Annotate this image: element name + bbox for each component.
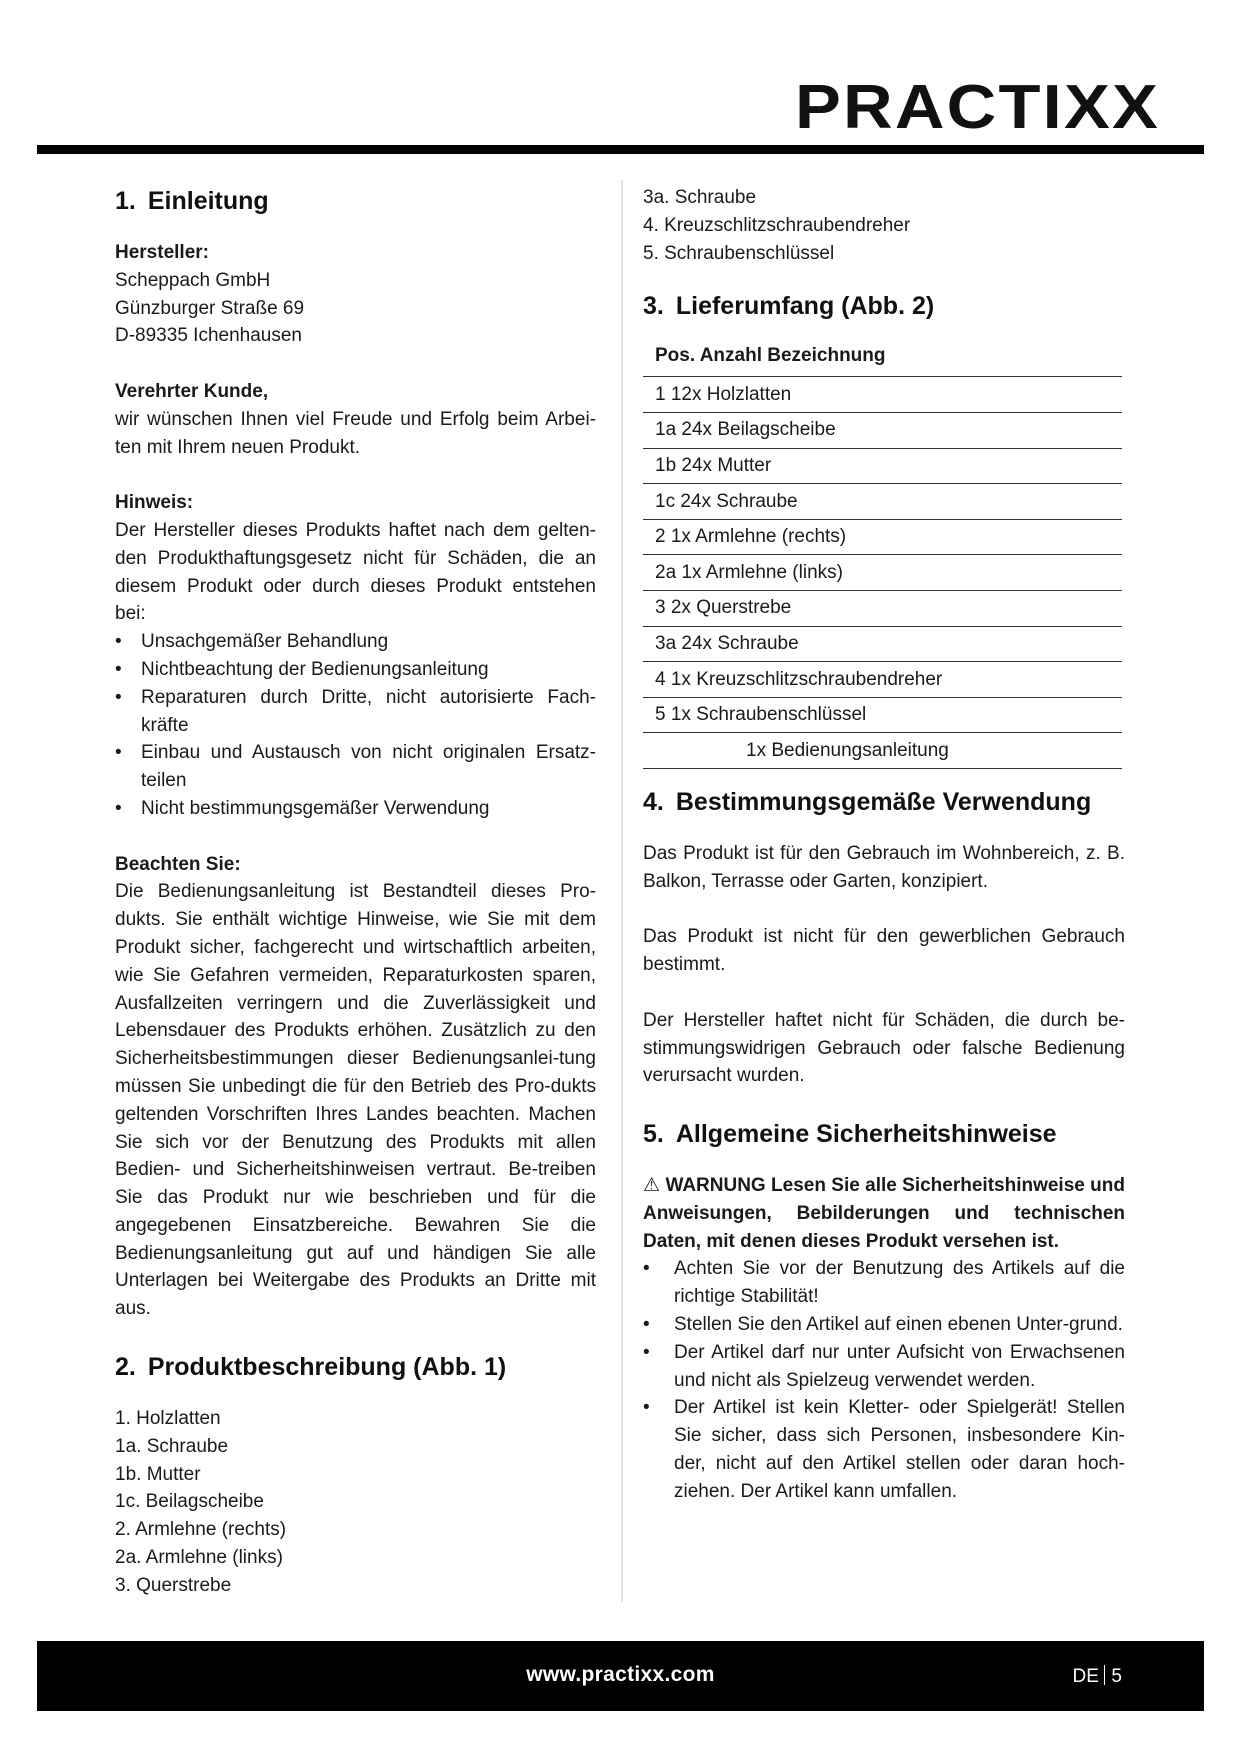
list-item: • Reparaturen durch Dritte, nicht autorisierte Fach-kräfte [115,684,596,740]
list-item: 4. Kreuzschlitzschraubendreher [643,214,911,236]
practixx-logo [795,64,1165,148]
warning-text: ⚠ WARNUNG Lesen Sie alle Sicherheitshinweise und Anweisungen, Bebilderungen und technischen Daten, mit denen dieses Produkt versehen ist. [643,1175,1125,1252]
footer-url-link[interactable]: www.practixx.com [526,1663,715,1686]
customer-text: wir wünschen Ihnen viel Freude und Erfolg beim Arbei-ten mit Ihrem neuen Produkt. [115,408,596,458]
address-line-2: Günzburger Straße 69 [115,297,305,319]
notice-label: Hinweis: [115,492,194,514]
section-2-heading: 2. Produktbeschreibung (Abb. 1) [115,1353,507,1382]
notice-list [115,628,596,823]
list-item: • Stellen Sie den Artikel auf einen ebenen Unter-grund. [643,1311,1125,1339]
list-item: • Der Artikel ist kein Kletter- oder Spielgerät! Stellen Sie sicher, dass sich Personen, insbesondere Kin-der, nicht auf den Artikel stellen oder daran hoch-ziehen. Der Artikel kann umfallen. [643,1394,1125,1505]
table-row: 1 12x Holzlatten [643,377,1122,413]
list-item: 5. Schraubenschlüssel [643,242,835,264]
page-separator [1104,1665,1106,1685]
list-item: 3a. Schraube [643,187,757,208]
address-line-1: Scheppach GmbH [115,269,271,291]
usage-paragraph-3: Der Hersteller haftet nicht für Schäden, die durch be-stimmungswidrigen Gebrauch oder falsche Bedienung verursacht wurden. [643,1009,1125,1087]
table-row: 1x Bedienungsanleitung [643,733,1122,769]
list-item: • Unsachgemäßer Behandlung [115,628,596,656]
footer-bar [37,1641,1204,1711]
table-row: 1a 24x Beilagscheibe [643,412,1122,448]
parts-list-continued [643,184,1125,267]
list-item: 1a. Schraube [115,1435,229,1457]
table-header: Pos. Anzahl Bezeichnung [643,337,1122,377]
table-row: 1c 24x Schraube [643,484,1122,520]
language-code: DE [1072,1666,1099,1687]
right-column [643,184,1125,1506]
address-line-3: D-89335 Ichenhausen [115,325,302,347]
logo-wordmark: PRACTIXX [795,73,1160,142]
table-row: 2a 1x Armlehne (links) [643,555,1122,591]
table-row: 2 1x Armlehne (rechts) [643,519,1122,555]
table-row: 5 1x Schraubenschlüssel [643,697,1122,733]
manufacturer-label: Hersteller: [115,242,209,263]
warning-icon: ⚠ [643,1175,661,1197]
table-row: 1b 24x Mutter [643,448,1122,484]
table-row: 3a 24x Schraube [643,626,1122,662]
section-1-heading: 1. Einleitung [115,187,269,215]
section-5-heading: 5. Allgemeine Sicherheitshinweise [643,1120,1057,1149]
page-indicator [1073,1665,1122,1688]
list-item: 3. Querstrebe [115,1574,232,1596]
list-item: • Der Artikel darf nur unter Aufsicht von Erwachsenen und nicht als Spielzeug verwendet werden. [643,1339,1125,1395]
header-rule [37,145,1204,154]
list-item: • Achten Sie vor der Benutzung des Artikels auf die richtige Stabilität! [643,1255,1125,1311]
list-item: 2a. Armlehne (links) [115,1547,283,1569]
delivery-table [643,337,1122,769]
attention-label: Beachten Sie: [115,853,241,875]
attention-text: Die Bedienungsanleitung ist Bestandteil dieses Pro-dukts. Sie enthält wichtige Hinweise, wie Sie mit dem Produkt sicher, fachgerecht und wirtschaftlich arbeiten, wie Sie Gefahren vermeiden, Reparaturkosten sparen, Ausfallzeiten verringern und die Zuverlässigkeit und Lebensdauer des Produkts erhöhen. Zusätzlich zu den Sicherheitsbestimmungen dieser Bedienungsanlei-tung müssen Sie unbedingt die für den Betrieb des Pro-dukts geltenden Vorschriften Ihres Landes beachten. Machen Sie sich vor der Benutzung des Produkts mit allen Bedien- und Sicherheitshinweisen vertraut. Be-treiben Sie das Produkt nur wie beschrieben und für die angegebenen Einsatzbereiche. Bewahren Sie die Bedienungsanleitung gut auf und händigen Sie alle Unterlagen bei Weitergabe des Produkts an Dritte mit aus. [115,881,596,1320]
list-item: 1. Holzlatten [115,1408,221,1430]
page-number: 5 [1111,1666,1122,1687]
list-item: • Nichtbeachtung der Bedienungsanleitung [115,656,596,684]
table-row: 4 1x Kreuzschlitzschraubendreher [643,662,1122,698]
customer-greeting: Verehrter Kunde, [115,380,269,402]
safety-list [643,1255,1125,1505]
notice-text: Der Hersteller dieses Produkts haftet nach dem gelten-den Produkthaftungsgesetz nicht für Schäden, die an diesem Produkt oder durch dieses Produkt entstehen bei: [115,519,596,625]
parts-list [115,1405,596,1600]
section-3-heading: 3. Lieferumfang (Abb. 2) [643,292,935,321]
usage-paragraph-1: Das Produkt ist für den Gebrauch im Wohnbereich, z. B. Balkon, Terrasse oder Garten, konzipiert. [643,842,1125,892]
column-divider [621,180,623,1602]
left-column [115,184,596,1600]
list-item: 1b. Mutter [115,1463,201,1485]
table-row: 3 2x Querstrebe [643,590,1122,626]
list-item: 1c. Beilagscheibe [115,1491,264,1513]
section-4-heading: 4. Bestimmungsgemäße Verwendung [643,787,1092,816]
list-item: 2. Armlehne (rechts) [115,1519,287,1541]
list-item: • Einbau und Austausch von nicht originalen Ersatz-teilen [115,739,596,795]
usage-paragraph-2: Das Produkt ist nicht für den gewerblichen Gebrauch bestimmt. [643,926,1125,976]
list-item: • Nicht bestimmungsgemäßer Verwendung [115,795,596,823]
